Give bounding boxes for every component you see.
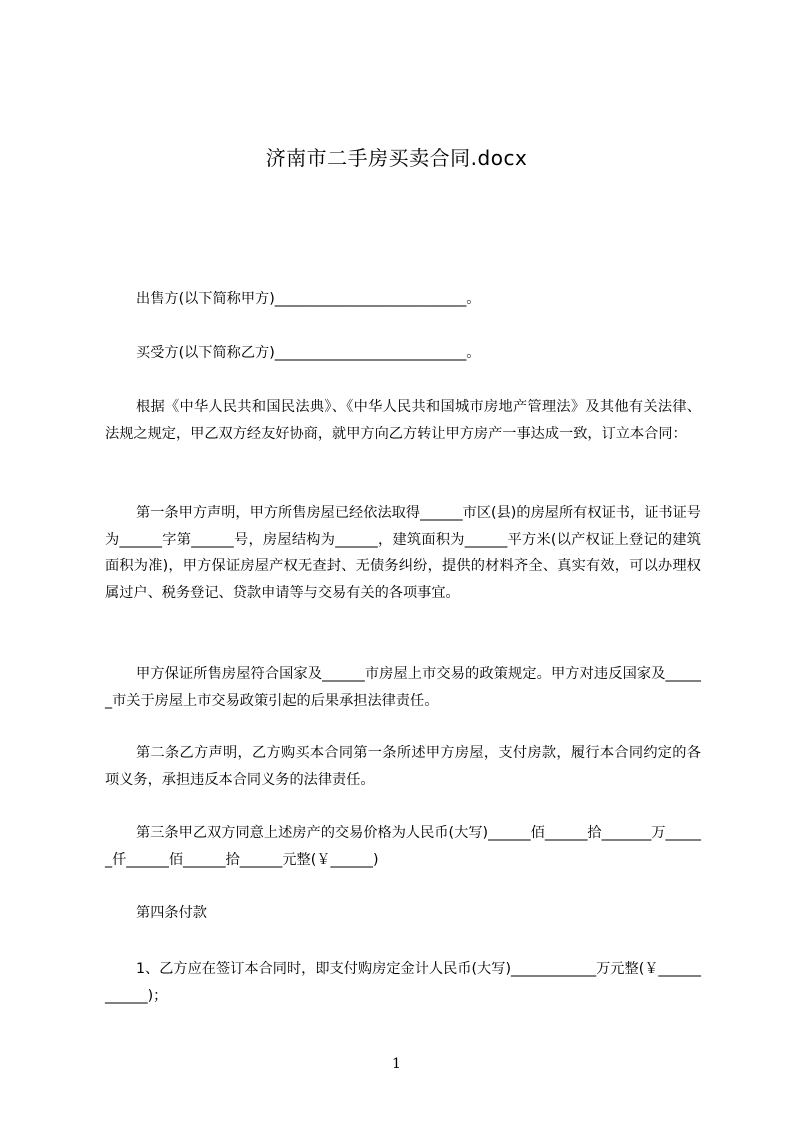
payment-item-1-paragraph: 1、乙方应在签订本合同时，即支付购房定金计人民币(大写)____________万元整(￥____________)； — [105, 961, 701, 1004]
article-4-heading: 第四条付款 — [136, 905, 207, 921]
seller-guarantee-paragraph: 甲方保证所售房屋符合国家及______市房屋上市交易的政策规定。甲方对违反国家及______市关于房屋上市交易政策引起的后果承担法律责任。 — [105, 666, 701, 709]
article-1-paragraph: 第一条甲方声明，甲方所售房屋已经依法取得______市区(县)的房屋所有权证书，证书证号为______字第______号，房屋结构为______，建筑面积为______平方米(以产权证上登记的建筑面积为准)，甲方保证房屋产权无查封、无债务纠纷，提供的材料齐全、真实有效，可以办理权属过户、税务登记、贷款申请等与交易有关的各项事宜。 — [105, 505, 701, 602]
buyer-line: 买受方(以下简称乙方)___________________________。 — [136, 345, 481, 361]
seller-line: 出售方(以下简称甲方)___________________________。 — [136, 291, 481, 307]
page-number: 1 — [392, 1056, 401, 1072]
preamble-paragraph: 根据《中华人民共和国民法典》、《中华人民共和国城市房地产管理法》及其他有关法律、法规之规定，甲乙双方经友好协商，就甲方向乙方转让甲方房产一事达成一致，订立本合同： — [105, 399, 701, 442]
document-title: 济南市二手房买卖合同.docx — [265, 146, 528, 170]
article-2-paragraph: 第二条乙方声明，乙方购买本合同第一条所述甲方房屋，支付房款，履行本合同约定的各项义务，承担违反本合同义务的法律责任。 — [105, 745, 701, 788]
article-3-paragraph: 第三条甲乙双方同意上述房产的交易价格为人民币(大写)______佰______拾_______万______仟______佰______拾______元整(￥______) — [105, 825, 701, 868]
